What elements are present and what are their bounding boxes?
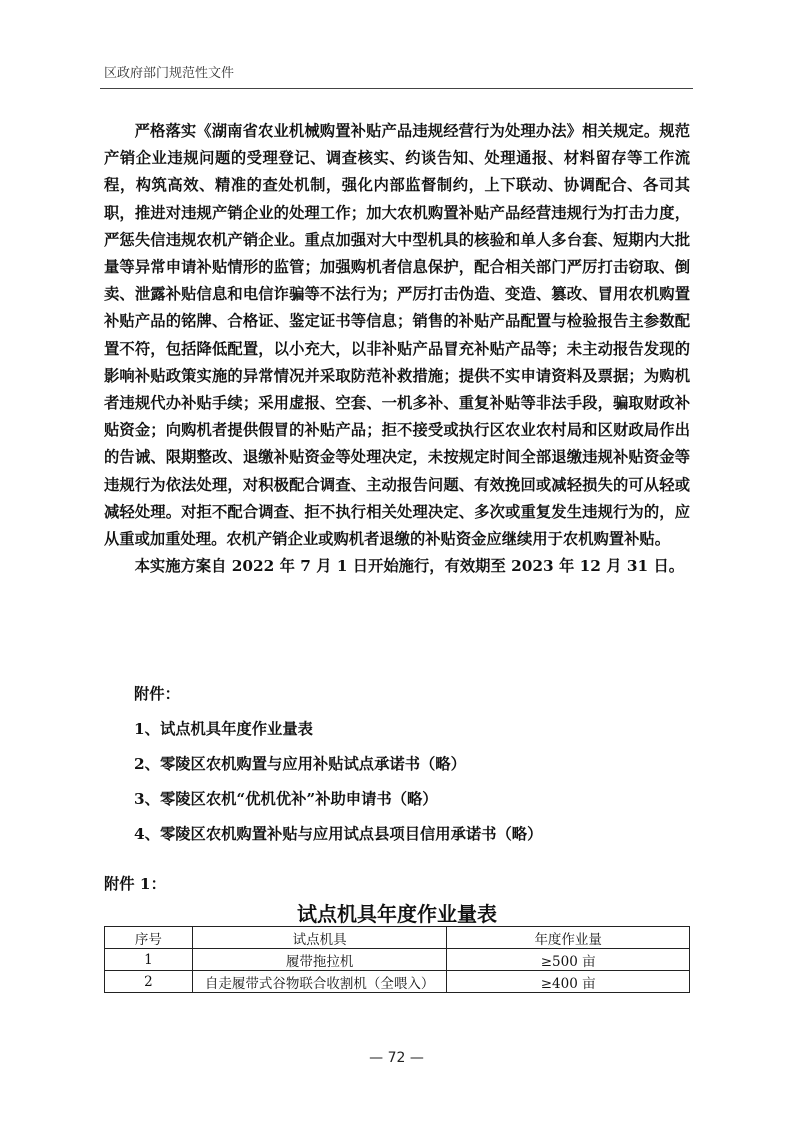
- table-row: [105, 971, 690, 993]
- column-header-machine: 试点机具: [192, 927, 447, 949]
- table-cell-workload: ≥400 亩: [447, 971, 690, 993]
- table-cell-workload: ≥500 亩: [447, 949, 690, 971]
- paragraph-effective-date: 本实施方案自 2022 年 7 月 1 日开始施行，有效期至 2023 年 12 月 31 日。: [134, 557, 685, 576]
- page-number: — 72 —: [369, 1050, 424, 1066]
- annex-label: 附件 1：: [104, 875, 166, 893]
- header-divider: [100, 88, 693, 89]
- table-cell-machine: 自走履带式谷物联合收割机（全喂入）: [192, 971, 447, 993]
- attachment-item-1: 1、试点机具年度作业量表: [134, 720, 313, 738]
- table-cell-index: 2: [105, 971, 193, 993]
- paragraph-regulation: 严格落实《湖南省农业机械购置补贴产品违规经营行为处理办法》相关规定。规范产销企业违规问题的受理登记、调查核实、约谈告知、处理通报、材料留存等工作流程，构筑高效、精准的查处机制，强化内部监督制约，上下联动、协调配合、各司其职，推进对违规产销企业的处理工作；加大农机购置补贴产品经营违规行为打击力度，严惩失信违规农机产销企业。重点加强对大中型机具的核验和单人多台套、短期内大批量等异常申请补贴情形的监管；加强购机者信息保护，配合相关部门严厉打击窃取、倒卖、泄露补贴信息和电信诈骗等不法行为；严厉打击伪造、变造、篡改、冒用农机购置补贴产品的铭牌、合格证、鉴定证书等信息；销售的补贴产品配置与检验报告主参数配置不符，包括降低配置，以小充大，以非补贴产品冒充补贴产品等；未主动报告发现的影响补贴政策实施的异常情况并采取防范补救措施；提供不实申请资料及票据；为购机者违规代办补贴手续；采用虚报、空套、一机多补、重复补贴等非法手段，骗取财政补贴资金；向购机者提供假冒的补贴产品；拒不接受或执行区农业农村局和区财政局作出的告诫、限期整改、退缴补贴资金等处理决定，未按规定时间全部退缴违规补贴资金等违规行为依法处理，对积极配合调查、主动报告问题、有效挽回或减轻损失的可从轻或减轻处理。对拒不配合调查、拒不执行相关处理决定、多次或重复发生违规行为的，应从重或加重处理。农机产销企业或购机者退缴的补贴资金应继续用于农机购置补贴。: [104, 122, 690, 549]
- body-text: [104, 118, 690, 580]
- attachments-label: 附件：: [134, 685, 180, 703]
- column-header-index: 序号: [105, 927, 193, 949]
- table-row: [105, 949, 690, 971]
- column-header-workload: 年度作业量: [447, 927, 690, 949]
- table-header-row: [105, 927, 690, 949]
- table-title: 试点机具年度作业量表: [297, 902, 497, 926]
- table-cell-index: 1: [105, 949, 193, 971]
- table-cell-machine: 履带拖拉机: [192, 949, 447, 971]
- workload-table: [104, 926, 690, 993]
- attachment-item-2: 2、零陵区农机购置与应用补贴试点承诺书（略）: [134, 755, 466, 773]
- attachment-item-3: 3、零陵区农机“优机优补”补助申请书（略）: [134, 790, 438, 808]
- attachment-item-4: 4、零陵区农机购置补贴与应用试点县项目信用承诺书（略）: [134, 825, 543, 843]
- document-header: 区政府部门规范性文件: [104, 66, 235, 81]
